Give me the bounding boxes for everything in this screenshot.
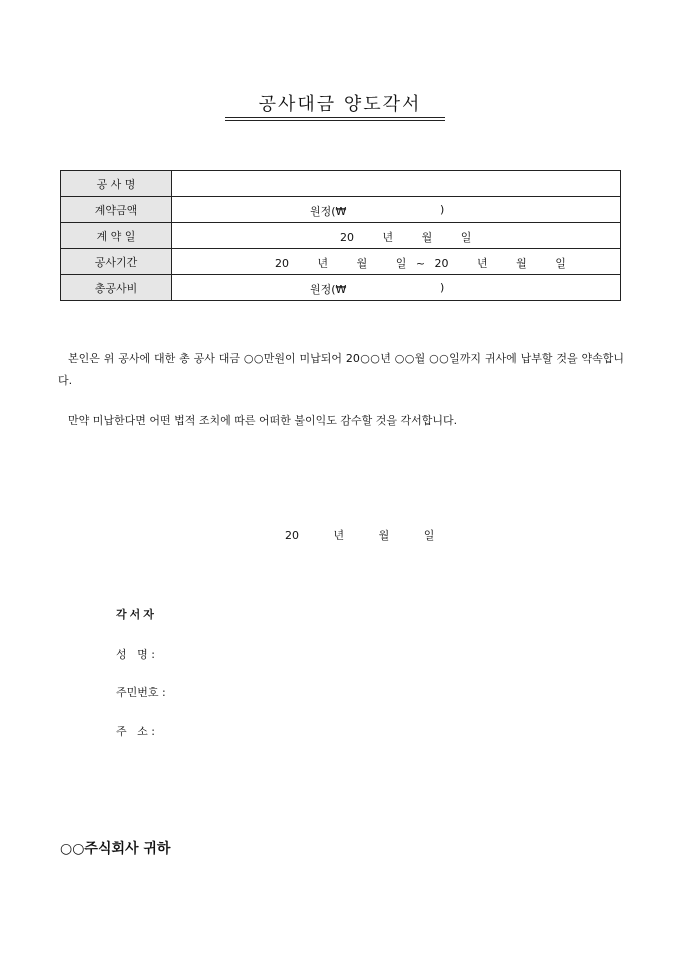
period-value: 20 년 월 일 ~ 20 년 월 일: [275, 257, 566, 270]
row-label: 공 사 명: [61, 171, 172, 197]
row-label: 공사기간: [61, 249, 172, 275]
contract-info-table: [60, 170, 621, 301]
signer-address-label: 주 소 :: [116, 725, 155, 738]
amount-prefix: 원정(₩: [310, 205, 347, 218]
table-row: [61, 249, 621, 275]
signer-heading: 각서자: [116, 608, 157, 621]
table-row: [61, 223, 621, 249]
pledge-paragraph: 본인은 위 공사에 대한 총 공사 대금 ○○만원이 미납되어 20○○년 ○○월 ○○일까지 귀사에 납부할 것을 약속합니다.: [58, 352, 624, 387]
row-value: [172, 223, 621, 249]
row-value: [172, 275, 621, 301]
table-row: [61, 197, 621, 223]
table-row: [61, 171, 621, 197]
addressee: ○○주식회사 귀하: [60, 841, 171, 857]
signer-name-label: 성 명 :: [116, 648, 155, 661]
row-label: 총공사비: [61, 275, 172, 301]
table-row: [61, 275, 621, 301]
title-underline-bottom: [225, 120, 445, 121]
signer-id-label: 주민번호 :: [116, 686, 166, 699]
total-prefix: 원정(₩: [310, 283, 347, 296]
row-value: [172, 249, 621, 275]
row-value: [172, 197, 621, 223]
row-label: 계약금액: [61, 197, 172, 223]
amount-suffix: ): [440, 203, 445, 216]
contract-date-value: 20 년 월 일: [340, 231, 472, 244]
row-value: [172, 171, 621, 197]
title-underline-top: [225, 117, 445, 118]
row-label: 계 약 일: [61, 223, 172, 249]
total-suffix: ): [440, 281, 445, 294]
signing-date: 20 년 월 일: [285, 529, 435, 542]
penalty-paragraph: 만약 미납한다면 어떤 법적 조치에 따른 어떠한 불이익도 감수할 것을 각서합니다.: [68, 414, 458, 427]
document-title: 공사대금 양도각서: [258, 94, 422, 115]
